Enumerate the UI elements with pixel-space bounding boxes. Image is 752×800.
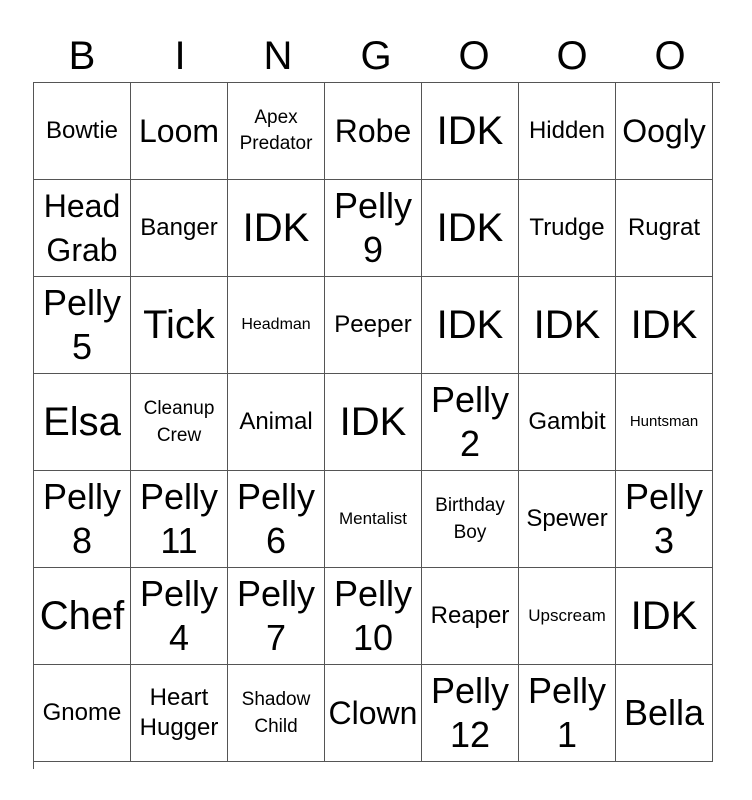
- bingo-cell[interactable]: [325, 374, 422, 471]
- cell-text: Head Grab: [43, 188, 121, 268]
- cell-text: Pelly 8: [42, 476, 122, 561]
- cell-text: Pelly 1: [527, 670, 607, 755]
- bingo-cell[interactable]: [422, 277, 519, 374]
- cell-text: Pelly 10: [333, 573, 413, 658]
- cell-text: Cleanup Crew: [143, 398, 215, 446]
- bingo-cell[interactable]: [34, 180, 131, 277]
- cell-text: IDK: [436, 109, 504, 153]
- bingo-cell[interactable]: [131, 568, 228, 665]
- header-letter-b: B: [68, 34, 96, 78]
- bingo-cell[interactable]: [228, 374, 325, 471]
- cell-text: IDK: [436, 206, 504, 250]
- bingo-cell[interactable]: [131, 83, 228, 180]
- cell-text: Apex Predator: [239, 107, 313, 154]
- bingo-cell[interactable]: [519, 665, 616, 762]
- bingo-cell[interactable]: [422, 374, 519, 471]
- cell-text: IDK: [242, 206, 310, 250]
- bingo-cell[interactable]: [325, 277, 422, 374]
- bingo-cell[interactable]: [616, 374, 713, 471]
- bingo-cell[interactable]: [616, 665, 713, 762]
- cell-text: Pelly 2: [430, 379, 510, 464]
- bingo-cell[interactable]: [34, 471, 131, 568]
- bingo-cell[interactable]: [131, 374, 228, 471]
- bingo-cell[interactable]: [422, 665, 519, 762]
- cell-text: IDK: [533, 303, 601, 347]
- bingo-cell[interactable]: [325, 471, 422, 568]
- bingo-cell[interactable]: [131, 471, 228, 568]
- bingo-cell[interactable]: [616, 83, 713, 180]
- bingo-cell[interactable]: [616, 277, 713, 374]
- cell-text: Mentalist: [338, 509, 408, 528]
- bingo-cell[interactable]: [422, 471, 519, 568]
- bingo-cell[interactable]: [616, 568, 713, 665]
- cell-text: Tick: [143, 303, 215, 347]
- cell-text: IDK: [630, 303, 698, 347]
- cell-text: IDK: [436, 303, 504, 347]
- cell-text: IDK: [630, 594, 698, 638]
- cell-text: Pelly 12: [430, 670, 510, 755]
- cell-text: Heart Hugger: [139, 684, 219, 741]
- cell-text: Pelly 7: [236, 573, 316, 658]
- bingo-cell[interactable]: [519, 568, 616, 665]
- bingo-grid: [33, 82, 720, 769]
- header-letter-g: G: [360, 34, 392, 78]
- bingo-cell[interactable]: [228, 665, 325, 762]
- cell-text: Bowtie: [45, 117, 119, 144]
- bingo-cell[interactable]: [228, 471, 325, 568]
- cell-text: Animal: [239, 408, 313, 435]
- cell-text: Spewer: [526, 505, 608, 532]
- bingo-cell[interactable]: [131, 180, 228, 277]
- bingo-cell[interactable]: [34, 83, 131, 180]
- bingo-cell[interactable]: [131, 665, 228, 762]
- cell-text: Birthday Boy: [435, 495, 505, 543]
- bingo-cell[interactable]: [228, 83, 325, 180]
- bingo-cell[interactable]: [228, 180, 325, 277]
- cell-text: Pelly 5: [42, 282, 122, 367]
- bingo-cell[interactable]: [34, 665, 131, 762]
- cell-text: Reaper: [430, 602, 510, 629]
- cell-text: Pelly 6: [236, 476, 316, 561]
- cell-text: Headman: [241, 316, 311, 333]
- cell-text: Robe: [334, 113, 412, 149]
- header-letter-i: I: [174, 34, 186, 78]
- bingo-cell[interactable]: [34, 277, 131, 374]
- bingo-cell[interactable]: [519, 471, 616, 568]
- cell-text: Banger: [140, 214, 218, 241]
- header-letter-n: N: [263, 34, 293, 78]
- bingo-cell[interactable]: [616, 180, 713, 277]
- cell-text: Pelly 9: [333, 185, 413, 270]
- bingo-cell[interactable]: [519, 277, 616, 374]
- bingo-cell[interactable]: [519, 83, 616, 180]
- bingo-cell[interactable]: [34, 374, 131, 471]
- cell-text: Trudge: [529, 214, 605, 241]
- bingo-cell[interactable]: [34, 568, 131, 665]
- bingo-cell[interactable]: [325, 180, 422, 277]
- cell-text: Pelly 4: [139, 573, 219, 658]
- bingo-cell[interactable]: [519, 180, 616, 277]
- cell-text: IDK: [339, 400, 407, 444]
- cell-text: Huntsman: [629, 413, 699, 430]
- cell-text: Shadow Child: [241, 689, 311, 737]
- bingo-cell[interactable]: [228, 277, 325, 374]
- bingo-cell[interactable]: [616, 471, 713, 568]
- cell-text: Upscream: [528, 606, 606, 625]
- cell-text: Gambit: [528, 408, 606, 435]
- header-letter-o-3: O: [654, 34, 686, 78]
- cell-text: Elsa: [43, 400, 121, 444]
- bingo-cell[interactable]: [422, 568, 519, 665]
- bingo-cell[interactable]: [325, 83, 422, 180]
- bingo-cell[interactable]: [325, 568, 422, 665]
- cell-text: Gnome: [42, 699, 122, 726]
- cell-text: Bella: [623, 692, 705, 733]
- bingo-cell[interactable]: [325, 665, 422, 762]
- bingo-cell[interactable]: [131, 277, 228, 374]
- bingo-cell[interactable]: [422, 83, 519, 180]
- header-letter-o-2: O: [556, 34, 588, 78]
- cell-text: Rugrat: [627, 214, 701, 241]
- cell-text: Oogly: [622, 113, 706, 149]
- cell-text: Clown: [328, 695, 418, 731]
- cell-text: Hidden: [528, 117, 606, 144]
- bingo-header: [33, 30, 719, 82]
- cell-text: Pelly 11: [139, 476, 219, 561]
- bingo-cell[interactable]: [422, 180, 519, 277]
- cell-text: Chef: [39, 594, 125, 638]
- cell-text: Pelly 3: [624, 476, 704, 561]
- bingo-cell[interactable]: [228, 568, 325, 665]
- cell-text: Peeper: [334, 311, 412, 338]
- bingo-cell[interactable]: [519, 374, 616, 471]
- header-letter-o: O: [458, 34, 490, 78]
- cell-text: Loom: [138, 113, 220, 149]
